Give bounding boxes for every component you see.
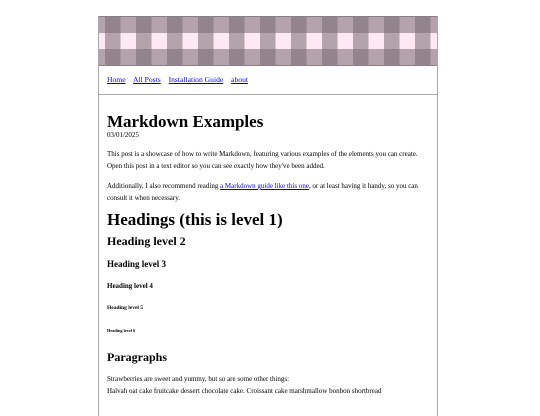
nav-link-installation-guide[interactable]: Installation Guide bbox=[168, 75, 224, 84]
post-content bbox=[99, 112, 437, 397]
heading-level-4: Heading level 4 bbox=[107, 282, 153, 290]
heading-level-6: Heading level 6 bbox=[107, 328, 136, 333]
additional-paragraph bbox=[107, 180, 429, 204]
page-container bbox=[98, 16, 438, 416]
nav-link-all-posts[interactable]: All Posts bbox=[133, 75, 161, 84]
nav-link-about[interactable]: about bbox=[231, 75, 249, 84]
heading-level-3: Heading level 3 bbox=[107, 259, 166, 269]
post-date: 03/01/2025 bbox=[107, 131, 139, 139]
heading-level-5: Heading level 5 bbox=[107, 305, 144, 311]
header-banner bbox=[99, 16, 437, 66]
paragraphs-heading: Paragraphs bbox=[107, 350, 167, 364]
heading-level-1: Headings (this is level 1) bbox=[107, 210, 283, 229]
additional-text-before: Additionally, I also recommend reading bbox=[107, 182, 221, 190]
navbar bbox=[99, 66, 437, 95]
paragraph-line-1: Strawberries are sweet and yummy, but so are some other things: bbox=[107, 375, 290, 383]
paragraph-line-2: Halvah oat cake fruitcake dessert chocolate cake. Croissant cake marshmallow bonbon shortbread bbox=[107, 387, 382, 395]
intro-paragraph: This post is a showcase of how to write Markdown, featuring various examples of the elements you can create. Open this post in a text editor so you can see exactly how they've been added. bbox=[107, 150, 418, 170]
additional-text-after: , or at least having it handy, so you can consult it when necessary. bbox=[107, 182, 418, 202]
post-title: Markdown Examples bbox=[107, 112, 264, 131]
heading-level-2: Heading level 2 bbox=[107, 234, 186, 248]
markdown-guide-link[interactable]: a Markdown guide like this one bbox=[220, 182, 309, 190]
nav-link-home[interactable]: Home bbox=[107, 75, 126, 84]
